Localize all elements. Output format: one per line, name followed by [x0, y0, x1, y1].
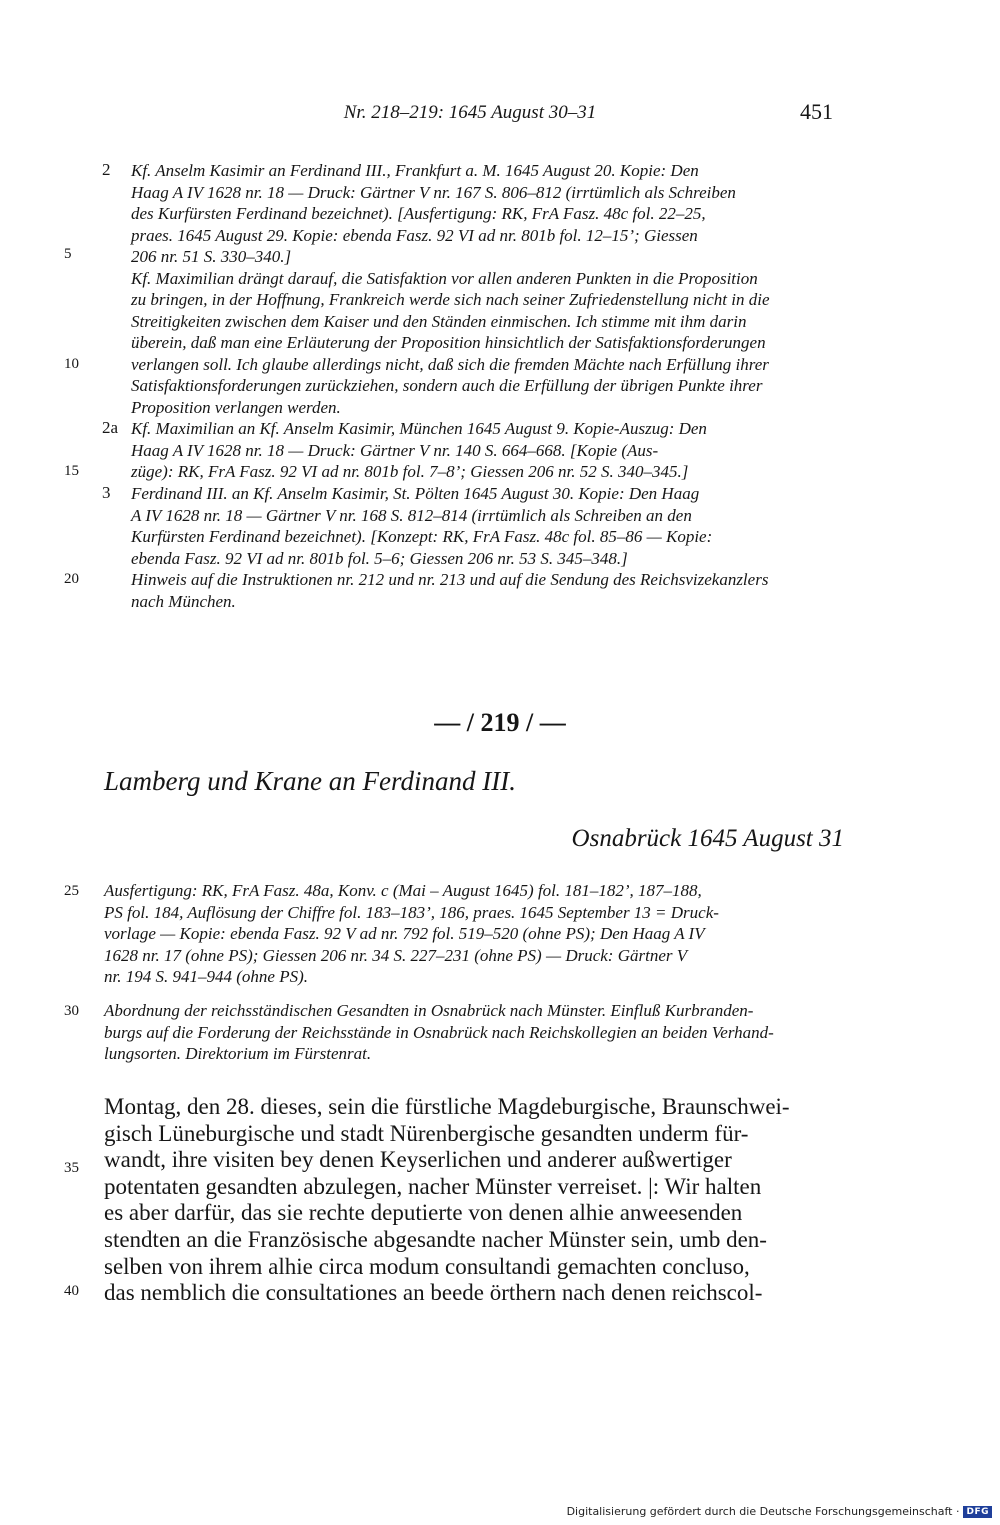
summary-line: lungsorten. Direktorium im Fürstenrat. — [104, 1044, 372, 1063]
entry-line: überein, daß man eine Erläuterung der Proposition hinsichtlich der Satisfaktionsforderungen — [131, 333, 766, 352]
entry-line: Satisfaktionsforderungen zurückziehen, sondern auch die Erfüllung der übrigen Punkte ihrer — [131, 376, 763, 395]
entry-line: Kf. Anselm Kasimir an Ferdinand III., Frankfurt a. M. 1645 August 20. Kopie: Den — [131, 161, 699, 180]
document-summary — [104, 1000, 844, 1065]
line-number: 40 — [64, 1283, 79, 1299]
entry-2-text — [131, 160, 843, 418]
line-number: 25 — [64, 883, 79, 899]
body-line: es aber darfür, das sie rechte deputierte von denen alhie anweesenden — [104, 1200, 743, 1226]
entry-2a-text — [131, 418, 843, 483]
entry-line: Hinweis auf die Instruktionen nr. 212 und nr. 213 und auf die Sendung des Reichsvizekanzlers — [131, 570, 769, 589]
document-number: — / 219 / — — [434, 708, 566, 737]
entry-3-text — [131, 483, 843, 612]
document-title: Lamberg und Krane an Ferdinand III. — [104, 766, 516, 796]
entry-line: Haag A IV 1628 nr. 18 — Druck: Gärtner V nr. 140 S. 664–668. [Kopie (Aus- — [131, 440, 659, 460]
entry-line: zu bringen, in der Hoffnung, Frankreich werde sich nach seiner Zufriedenstellung nicht in die — [131, 290, 770, 309]
summary-line: Abordnung der reichsständischen Gesandten in Osnabrück nach Münster. Einfluß Kurbranden- — [104, 1001, 754, 1020]
body-line: potentaten gesandten abzulegen, nacher Münster verreiset. |: Wir halten — [104, 1173, 762, 1199]
entry-line: Kf. Maximilian an Kf. Anselm Kasimir, München 1645 August 9. Kopie-Auszug: Den — [131, 419, 707, 438]
running-title: Nr. 218–219: 1645 August 30–31 — [343, 102, 597, 123]
credit-text: Digitalisierung gefördert durch die Deutsche Forschungsgemeinschaft · — [566, 1505, 960, 1518]
body-line: stendten an die Französische abgesandte nacher Münster sein, umb den- — [104, 1226, 767, 1252]
entry-number: 2a — [102, 418, 119, 437]
body-line: Montag, den 28. dieses, sein die fürstliche Magdeburgische, Braunschwei- — [104, 1094, 790, 1119]
entry-line: nach München. — [131, 591, 236, 611]
ausfertigung-line: 1628 nr. 17 (ohne PS); Giessen 206 nr. 34 S. 227–231 (ohne PS) — Druck: Gärtner V — [104, 945, 688, 965]
entry-line: A IV 1628 nr. 18 — Gärtner V nr. 168 S. 812–814 (irrtümlich als Schreiben an den — [131, 505, 692, 525]
entry-line: Ferdinand III. an Kf. Anselm Kasimir, St. Pölten 1645 August 30. Kopie: Den Haag — [131, 484, 700, 503]
ausfertigung-line: PS fol. 184, Auflösung der Chiffre fol. 183–183’, 186, praes. 1645 September 13 = Druck- — [104, 902, 719, 922]
digitization-credit — [567, 1505, 992, 1518]
document-body — [104, 1094, 846, 1307]
line-number: 15 — [64, 463, 79, 479]
ausfertigung-note — [104, 880, 844, 988]
body-line: wandt, ihre visiten bey denen Keyserlichen und anderer außwertiger — [104, 1147, 732, 1173]
entry-number: 2 — [102, 160, 111, 179]
entry-line: züge): RK, FrA Fasz. 92 VI ad nr. 801b fol. 7–8’; Giessen 206 nr. 52 S. 340–345.] — [131, 462, 689, 481]
document-place-date: Osnabrück 1645 August 31 — [571, 825, 844, 852]
line-number: 35 — [64, 1160, 79, 1176]
dfg-logo-icon: DFG — [963, 1506, 992, 1518]
entry-line: Proposition verlangen werden. — [131, 397, 341, 417]
ausfertigung-line: vorlage — Kopie: ebenda Fasz. 92 V ad nr. 792 fol. 519–520 (ohne PS); Den Haag A IV — [104, 924, 705, 943]
entry-line: praes. 1645 August 29. Kopie: ebenda Fasz. 92 VI ad nr. 801b fol. 12–15’; Giessen — [131, 225, 698, 245]
body-line: selben von ihrem alhie circa modum consultandi gemachten concluso, — [104, 1253, 750, 1279]
page-number: 451 — [800, 99, 833, 124]
entry-line: Kf. Maximilian drängt darauf, die Satisfaktion vor allen anderen Punkten in die Proposition — [131, 268, 758, 288]
line-number: 10 — [64, 356, 79, 372]
entry-number: 3 — [102, 483, 111, 502]
entry-line: Haag A IV 1628 nr. 18 — Druck: Gärtner V nr. 167 S. 806–812 (irrtümlich als Schreiben — [131, 182, 736, 202]
entry-line: des Kurfürsten Ferdinand bezeichnet). [Ausfertigung: RK, FrA Fasz. 48c fol. 22–25, — [131, 204, 706, 223]
body-line: das nemblich die consultationes an beede örthern nach denen reichscol- — [104, 1280, 763, 1306]
entry-line: Kurfürsten Ferdinand bezeichnet). [Konzept: RK, FrA Fasz. 48c fol. 85–86 — Kopie: — [131, 527, 713, 546]
entry-line: 206 nr. 51 S. 330–340.] — [131, 247, 292, 266]
line-number: 5 — [64, 246, 72, 262]
line-number: 30 — [64, 1003, 79, 1019]
body-line: gisch Lüneburgische und stadt Nürenbergische gesandten underm für- — [104, 1120, 749, 1146]
entry-line: Streitigkeiten zwischen dem Kaiser und den Ständen einmischen. Ich stimme mit ihm darin — [131, 311, 747, 331]
summary-line: burgs auf die Forderung der Reichsstände in Osnabrück nach Reichskollegien an beiden Verhand- — [104, 1022, 774, 1042]
line-number: 20 — [64, 571, 79, 587]
entry-line: verlangen soll. Ich glaube allerdings nicht, daß sich die fremden Mächte nach Erfüllung ihrer — [131, 354, 769, 374]
ausfertigung-line: Ausfertigung: RK, FrA Fasz. 48a, Konv. c (Mai – August 1645) fol. 181–182’, 187–188, — [104, 881, 702, 900]
ausfertigung-line: nr. 194 S. 941–944 (ohne PS). — [104, 967, 308, 986]
entry-line: ebenda Fasz. 92 VI ad nr. 801b fol. 5–6; Giessen 206 nr. 53 S. 345–348.] — [131, 548, 628, 568]
